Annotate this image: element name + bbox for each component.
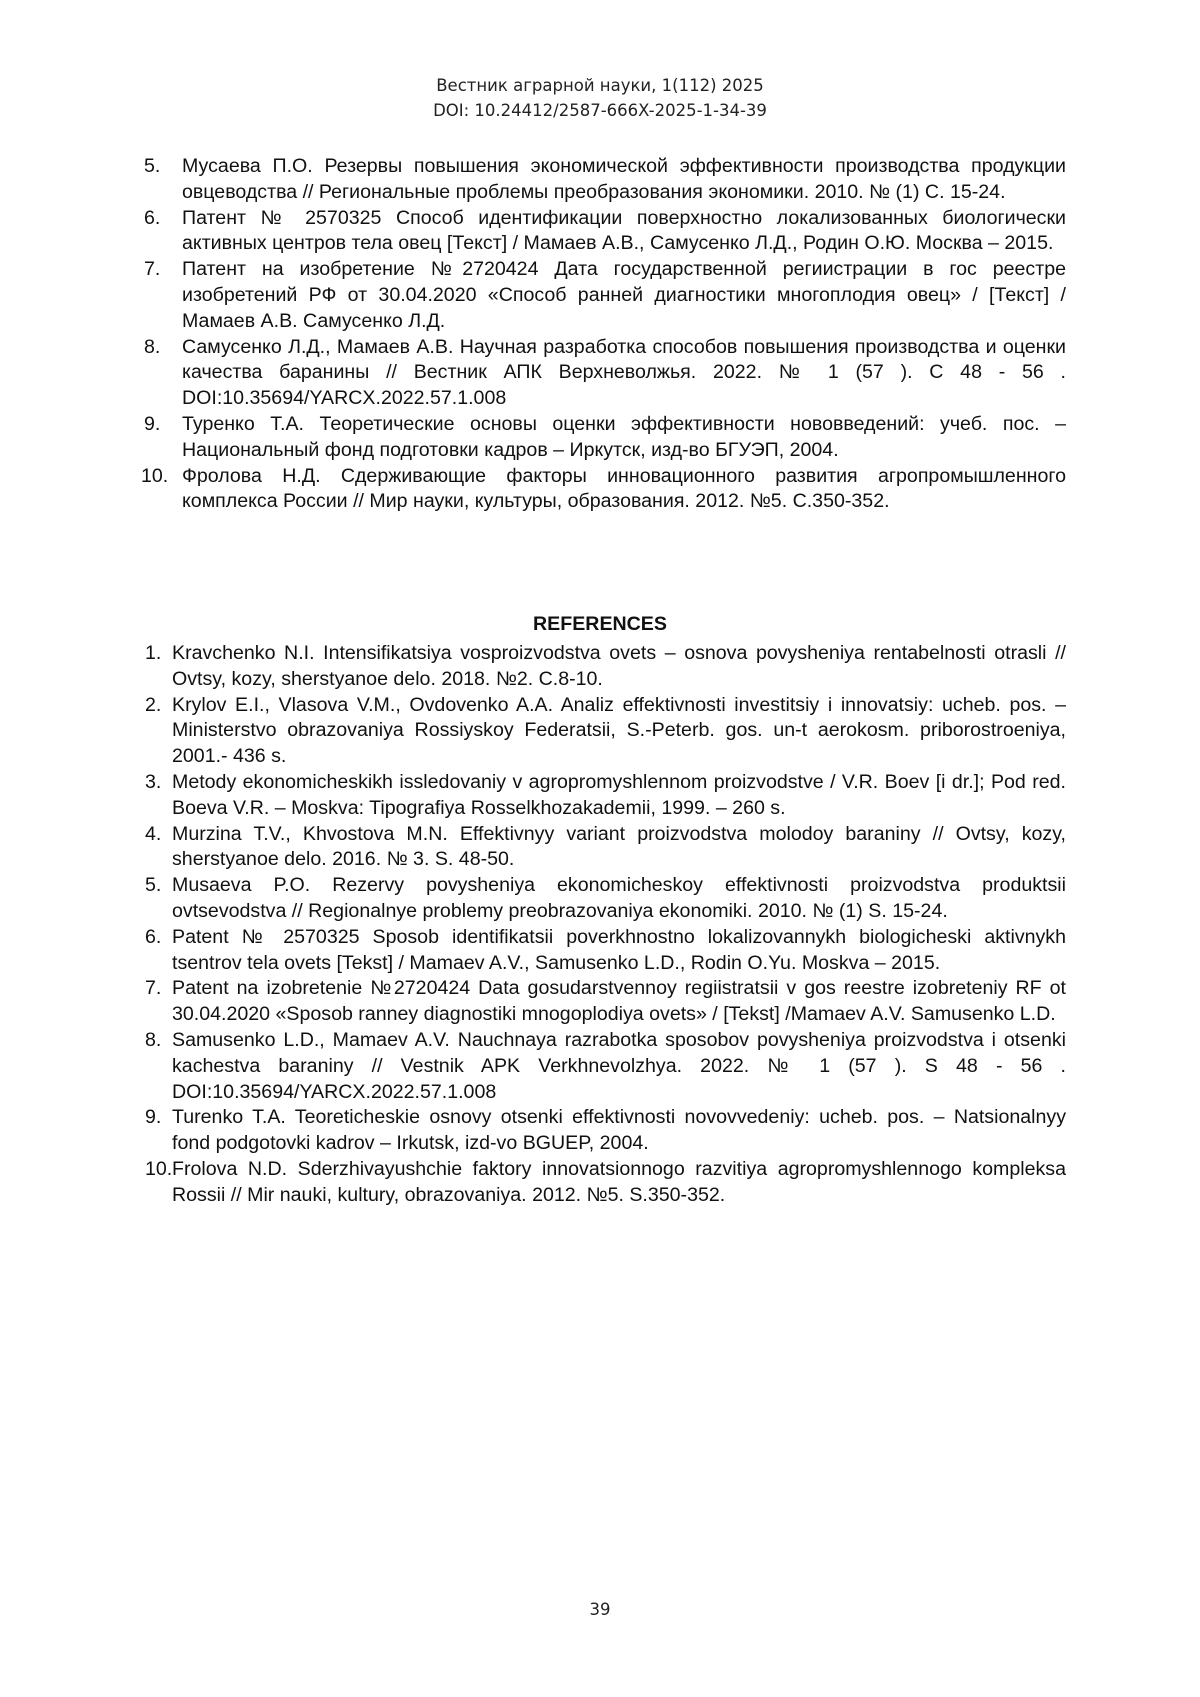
reference-text: Patent na izobretenie №2720424 Data gosudarstvennoy regiistratsii v gos reestre izobreteniy RF ot 30.04.2020 «Sposob ranney diagnostiki mnogoplodiya ovets» / [Tekst] /Mamaev A.V. Samusenko L.D.	[172, 977, 1066, 1026]
reference-item	[145, 1157, 1066, 1209]
reference-item	[145, 873, 1066, 925]
reference-text: Frolova N.D. Sderzhivayushchie faktory innovatsionnogo razvitiya agropromyshlennogo kompleksa Rossii // Mir nauki, kultury, obrazovaniya. 2012. №5. S.350-352.	[172, 1157, 1066, 1206]
reference-number: 8.	[144, 335, 161, 358]
reference-text: Metody ekonomicheskikh issledovaniy v agropromyshlennom proizvodstve / V.R. Boev [i dr.]; Pod red. Boeva V.R. – Moskva: Tipografiya Rosselkhozakademii, 1999. – 260 s.	[172, 770, 1066, 819]
reference-text: Мусаева П.О. Резервы повышения экономической эффективности производства продукции овцеводства // Региональные проблемы преобразования экономики. 2010. № (1) С. 15-24.	[182, 155, 1066, 203]
running-head	[0, 73, 1200, 123]
reference-text: Самусенко Л.Д., Мамаев А.В. Научная разработка способов повышения производства и оценки качества баранины // Вестник АПК Верхневолжья. 2022. № 1 (57 ). С 48 - 56 . DOI:10.35694/YARCX.2022.57.1.008	[182, 335, 1066, 410]
reference-text: Patent № 2570325 Sposob identifikatsii poverkhnostno lokalizovannykh biologicheski aktivnykh tsentrov tela ovets [Tekst] / Mamaev A.V., Samusenko L.D., Rodin O.Yu. Moskva – 2015.	[172, 925, 1066, 974]
reference-number: 5.	[144, 155, 161, 177]
reference-item	[145, 770, 1066, 822]
reference-number: 6.	[144, 206, 161, 229]
reference-number: 4.	[145, 822, 162, 845]
reference-number: 7.	[144, 258, 161, 281]
reference-text: Krylov E.I., Vlasova V.M., Ovdovenko A.A. Analiz effektivnosti investitsiy i innovatsiy: ucheb. pos. – Ministerstvo obrazovaniya Rossiyskoy Federatsii, S.-Peterb. gos. un-t aerokosm. priborostroeniya, 2001.- 436 s.	[172, 693, 1066, 768]
reference-item	[145, 822, 1066, 874]
reference-item	[144, 335, 1066, 412]
reference-number: 3.	[145, 770, 162, 793]
doi-line: DOI: 10.24412/2587-666X-2025-1-34-39	[433, 101, 767, 120]
reference-number: 6.	[145, 925, 162, 948]
english-reference-list	[145, 641, 1066, 1209]
reference-item	[144, 412, 1066, 464]
reference-text: Патент № 2570325 Способ идентификации поверхностно локализованных биологически активных центров тела овец [Текст] / Мамаев А.В., Самусенко Л.Д., Родин О.Ю. Москва – 2015.	[182, 206, 1066, 255]
reference-item	[145, 925, 1066, 977]
reference-number: 5.	[145, 874, 162, 897]
page-number: 39	[589, 1600, 611, 1619]
reference-text: Samusenko L.D., Mamaev A.V. Nauchnaya razrabotka sposobov povysheniya proizvodstva i otsenki kachestva baraniny // Vestnik APK Verkhnevolzhya. 2022. № 1 (57 ). S 48 - 56 . DOI:10.35694/YARCX.2022.57.1.008	[172, 1028, 1066, 1103]
reference-number: 8.	[145, 1028, 162, 1051]
reference-number: 9.	[144, 412, 161, 435]
reference-item	[145, 641, 1066, 693]
references-heading: REFERENCES	[533, 613, 667, 635]
russian-reference-list	[141, 154, 1066, 515]
reference-number: 1.	[145, 642, 162, 664]
reference-item	[144, 206, 1066, 258]
reference-text: Turenko T.A. Teoreticheskie osnovy otsenki effektivnosti novovvedeniy: ucheb. pos. – Natsionalnyy fond podgotovki kadrov – Irkutsk, izd-vo BGUEP, 2004.	[172, 1106, 1066, 1155]
reference-text: Туренко Т.А. Теоретические основы оценки эффективности нововведений: учеб. пос. – Национальный фонд подготовки кадров – Иркутск, изд-во БГУЭП, 2004.	[182, 412, 1066, 461]
reference-text: Murzina T.V., Khvostova M.N. Effektivnyy variant proizvodstva molodoy baraniny // Ovtsy, kozy, sherstyanoe delo. 2016. № 3. S. 48-50.	[172, 822, 1066, 871]
reference-text: Фролова Н.Д. Сдерживающие факторы инновационного развития агропромышленного комплекса России // Мир науки, культуры, образования. 2012. №5. С.350-352.	[182, 464, 1066, 513]
reference-item	[141, 464, 1066, 516]
reference-number: 10.	[145, 1157, 173, 1180]
reference-text: Патент на изобретение №2720424 Дата государственной регииcтрации в гос реестре изобретений РФ от 30.04.2020 «Способ ранней диагностики многоплодия овец» / [Текст] /Мамаев А.В. Самусенко Л.Д.	[182, 258, 1066, 332]
reference-item	[144, 257, 1066, 334]
reference-item	[145, 976, 1066, 1028]
journal-issue-line: Вестник аграрной науки, 1(112) 2025	[436, 76, 764, 95]
reference-text: Musaeva P.O. Rezervy povysheniya ekonomicheskoy effektivnosti proizvodstva produktsii ovtsevodstva // Regionalnye problemy preobrazovaniya ekonomiki. 2010. № (1) S. 15-24.	[172, 874, 1066, 922]
reference-number: 7.	[145, 977, 162, 1000]
reference-item	[144, 154, 1066, 206]
reference-text: Kravchenko N.I. Intensifikatsiya vosproizvodstva ovets – osnova povysheniya rentabelnosti otrasli // Ovtsy, kozy, sherstyanoe delo. 2018. №2. C.8-10.	[172, 642, 1066, 690]
reference-number: 10.	[141, 464, 169, 487]
reference-item	[145, 1028, 1066, 1105]
reference-item	[145, 693, 1066, 770]
reference-item	[145, 1105, 1066, 1157]
reference-number: 2.	[145, 693, 162, 716]
reference-number: 9.	[145, 1106, 162, 1129]
